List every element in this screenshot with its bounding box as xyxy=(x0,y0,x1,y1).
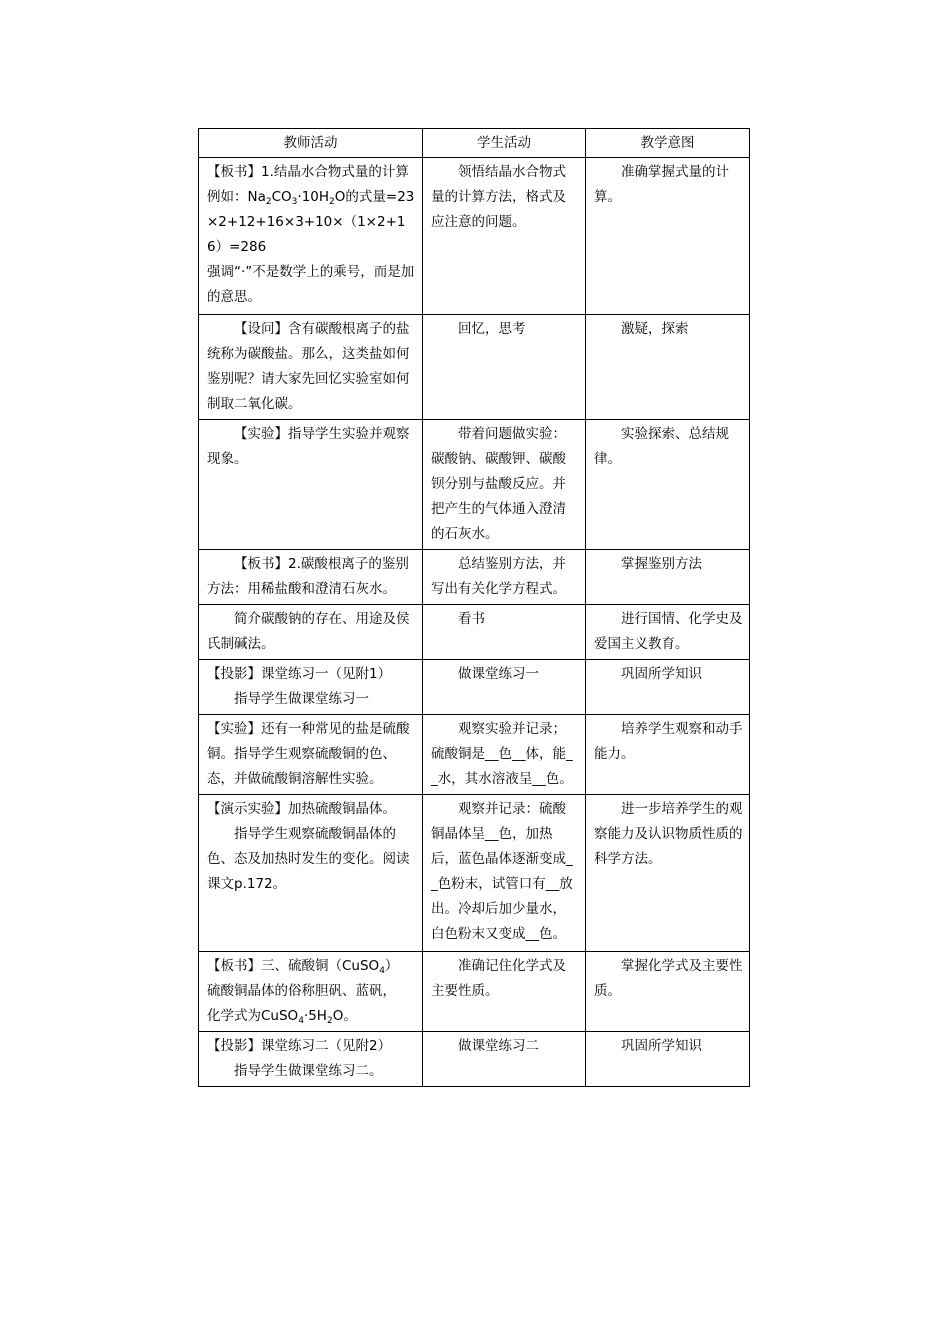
teaching-intent-cell: 培养学生观察和动手能力。 xyxy=(586,715,750,795)
student-activity-cell: 做课堂练习一 xyxy=(423,660,586,715)
teacher-activity-cell: 简介碳酸钠的存在、用途及侯氏制碱法。 xyxy=(199,605,423,660)
teacher-activity-cell: 【实验】还有一种常见的盐是硫酸铜。指导学生观察硫酸铜的色、态，并做硫酸铜溶解性实验。 xyxy=(199,715,423,795)
teacher-activity-cell: 【设问】含有碳酸根离子的盐统称为碳酸盐。那么，这类盐如何鉴别呢？请大家先回忆实验室如何制取二氧化碳。 xyxy=(199,315,423,420)
teaching-intent-cell: 进一步培养学生的观察能力及认识物质性质的科学方法。 xyxy=(586,795,750,952)
teaching-intent-cell: 准确掌握式量的计算。 xyxy=(586,158,750,315)
table-row xyxy=(199,715,750,795)
teacher-text: 【板书】1.结晶水合物式量的计算例如：$Na_2CO_3\cdot 10H_2O$的式量=23×2+12+16×3+10×（1×2+16）=286 xyxy=(207,164,415,255)
student-activity-cell: 带着问题做实验：碳酸钠、碳酸钾、碳酸钡分别与盐酸反应。并把产生的气体通入澄清的石灰水。 xyxy=(423,420,586,550)
teaching-intent-cell: 掌握鉴别方法 xyxy=(586,550,750,605)
table-row xyxy=(199,315,750,420)
teacher-text: 强调“·”不是数学上的乘号，而是加的意思。 xyxy=(207,264,415,305)
student-activity-cell: 领悟结晶水合物式量的计算方法，格式及应注意的问题。 xyxy=(423,158,586,315)
table-row xyxy=(199,550,750,605)
table-row xyxy=(199,158,750,315)
student-activity-cell: 观察实验并记录；硫酸铜是__色__体，能__水，其水溶液呈__色。 xyxy=(423,715,586,795)
teacher-activity-cell xyxy=(199,158,423,315)
teacher-activity-cell: 【板书】三、硫酸铜（CuSO$_4$） 硫酸铜晶体的俗称胆矾、蓝矾， 化学式为$CuSO_4\cdot 5H_2O$。 xyxy=(199,952,423,1032)
teaching-intent-cell: 实验探索、总结规律。 xyxy=(586,420,750,550)
header-teaching-intent: 教学意图 xyxy=(586,129,750,158)
student-activity-cell: 做课堂练习二 xyxy=(423,1032,586,1087)
table-row xyxy=(199,420,750,550)
teaching-intent-cell: 进行国情、化学史及爱国主义教育。 xyxy=(586,605,750,660)
teacher-activity-cell: 【投影】课堂练习二（见附2） 指导学生做课堂练习二。 xyxy=(199,1032,423,1087)
header-teacher-activity: 教师活动 xyxy=(199,129,423,158)
teaching-intent-cell: 掌握化学式及主要性质。 xyxy=(586,952,750,1032)
lesson-plan-table xyxy=(198,128,750,1087)
teacher-activity-cell: 【板书】2.碳酸根离子的鉴别方法：用稀盐酸和澄清石灰水。 xyxy=(199,550,423,605)
teacher-activity-cell: 【投影】课堂练习一（见附1） 指导学生做课堂练习一 xyxy=(199,660,423,715)
teaching-intent-cell: 巩固所学知识 xyxy=(586,660,750,715)
table-row xyxy=(199,952,750,1032)
student-activity-cell: 观察并记录：硫酸铜晶体呈__色，加热后，蓝色晶体逐渐变成__色粉末，试管口有__放出。冷却后加少量水，白色粉末又变成__色。 xyxy=(423,795,586,952)
teacher-activity-cell: 【演示实验】加热硫酸铜晶体。 指导学生观察硫酸铜晶体的色、态及加热时发生的变化。阅读课文p.172。 xyxy=(199,795,423,952)
header-student-activity: 学生活动 xyxy=(423,129,586,158)
table-row xyxy=(199,660,750,715)
teaching-intent-cell: 激疑，探索 xyxy=(586,315,750,420)
student-activity-cell: 回忆，思考 xyxy=(423,315,586,420)
teacher-activity-cell: 【实验】指导学生实验并观察现象。 xyxy=(199,420,423,550)
student-activity-cell: 准确记住化学式及主要性质。 xyxy=(423,952,586,1032)
table-row xyxy=(199,1032,750,1087)
table-row xyxy=(199,605,750,660)
student-activity-cell: 看书 xyxy=(423,605,586,660)
teaching-intent-cell: 巩固所学知识 xyxy=(586,1032,750,1087)
table-row xyxy=(199,795,750,952)
student-activity-cell: 总结鉴别方法，并写出有关化学方程式。 xyxy=(423,550,586,605)
table-header-row xyxy=(199,129,750,158)
